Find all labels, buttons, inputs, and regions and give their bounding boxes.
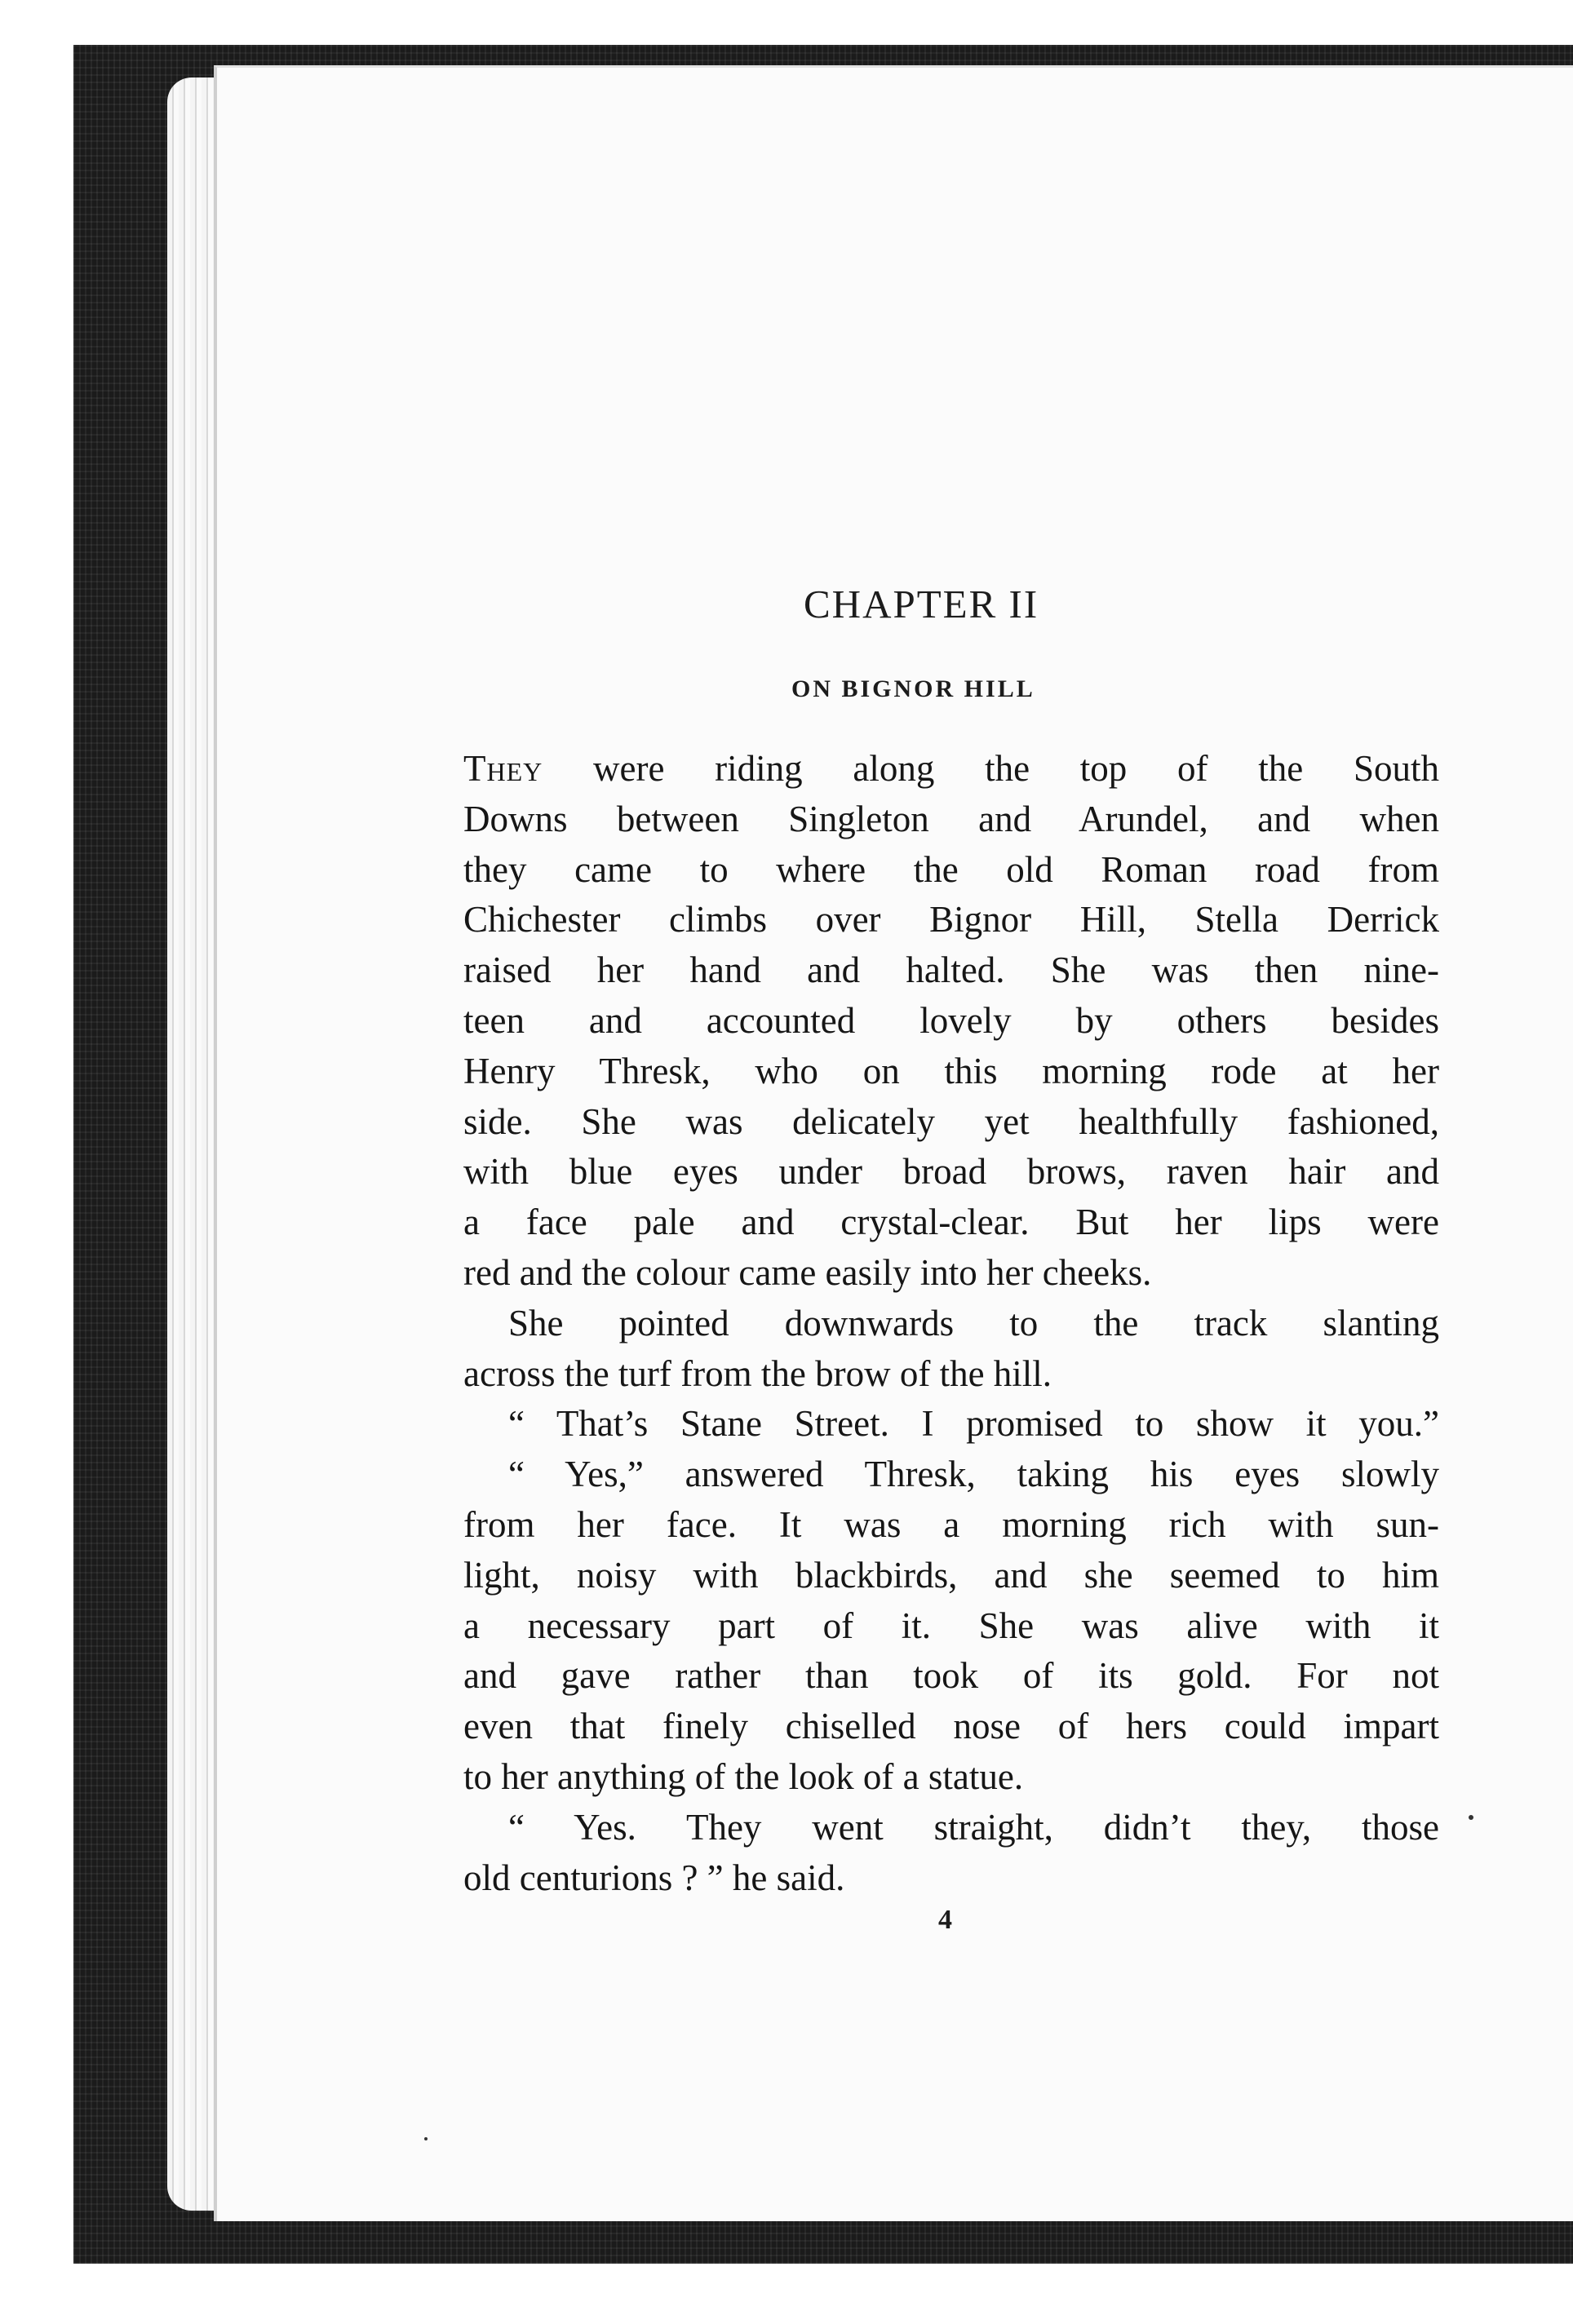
text-line: from her face. It was a morning rich with sun- bbox=[463, 1503, 1439, 1545]
text-line: a necessary part of it. She was alive with it bbox=[463, 1605, 1439, 1646]
text-line: a face pale and crystal-clear. But her lips were bbox=[463, 1202, 1439, 1243]
text-line: across the turf from the brow of the hill. bbox=[463, 1352, 1052, 1394]
page-number: 4 bbox=[938, 1905, 952, 1935]
text-line: to her anything of the look of a statue. bbox=[463, 1755, 1024, 1797]
text-line: raised her hand and halted. She was then nine- bbox=[463, 950, 1439, 991]
text-line: She pointed downwards to the track slanting bbox=[508, 1302, 1439, 1343]
chapter-subtitle: ON BIGNOR HILL bbox=[791, 675, 1035, 702]
text-line: Henry Thresk, who on this morning rode at her bbox=[463, 1050, 1439, 1091]
text-line: Downs between Singleton and Arundel, and when bbox=[463, 798, 1439, 839]
text-line: “ That’s Stane Street. I promised to show it you.” bbox=[508, 1403, 1439, 1445]
drop-word: They bbox=[463, 748, 543, 789]
chapter-title: CHAPTER II bbox=[804, 582, 1039, 626]
text-line: even that finely chiselled nose of hers could impart bbox=[463, 1706, 1439, 1747]
line-text: were riding along the top of the South bbox=[543, 748, 1439, 789]
text-line: with blue eyes under broad brows, raven hair and bbox=[463, 1151, 1439, 1193]
text-line: light, noisy with blackbirds, and she seemed to him bbox=[463, 1554, 1439, 1596]
dust-speck bbox=[424, 2137, 428, 2140]
text-line: “ Yes,” answered Thresk, taking his eyes slowly bbox=[508, 1454, 1439, 1495]
text-line bbox=[463, 744, 1439, 795]
body-text bbox=[463, 744, 1439, 1903]
text-line: red and the colour came easily into her cheeks. bbox=[463, 1251, 1152, 1293]
text-line: Chichester climbs over Bignor Hill, Stella Derrick bbox=[463, 899, 1439, 941]
text-line: teen and accounted lovely by others besides bbox=[463, 999, 1439, 1041]
text-line: they came to where the old Roman road from bbox=[463, 848, 1439, 890]
text-line: and gave rather than took of its gold. For not bbox=[463, 1655, 1439, 1697]
text-line: side. She was delicately yet healthfully fashioned, bbox=[463, 1100, 1439, 1142]
text-line: “ Yes. They went straight, didn’t they, those bbox=[508, 1806, 1439, 1848]
dust-speck bbox=[1469, 1815, 1473, 1820]
text-line: old centurions ? ” he said. bbox=[463, 1857, 845, 1898]
